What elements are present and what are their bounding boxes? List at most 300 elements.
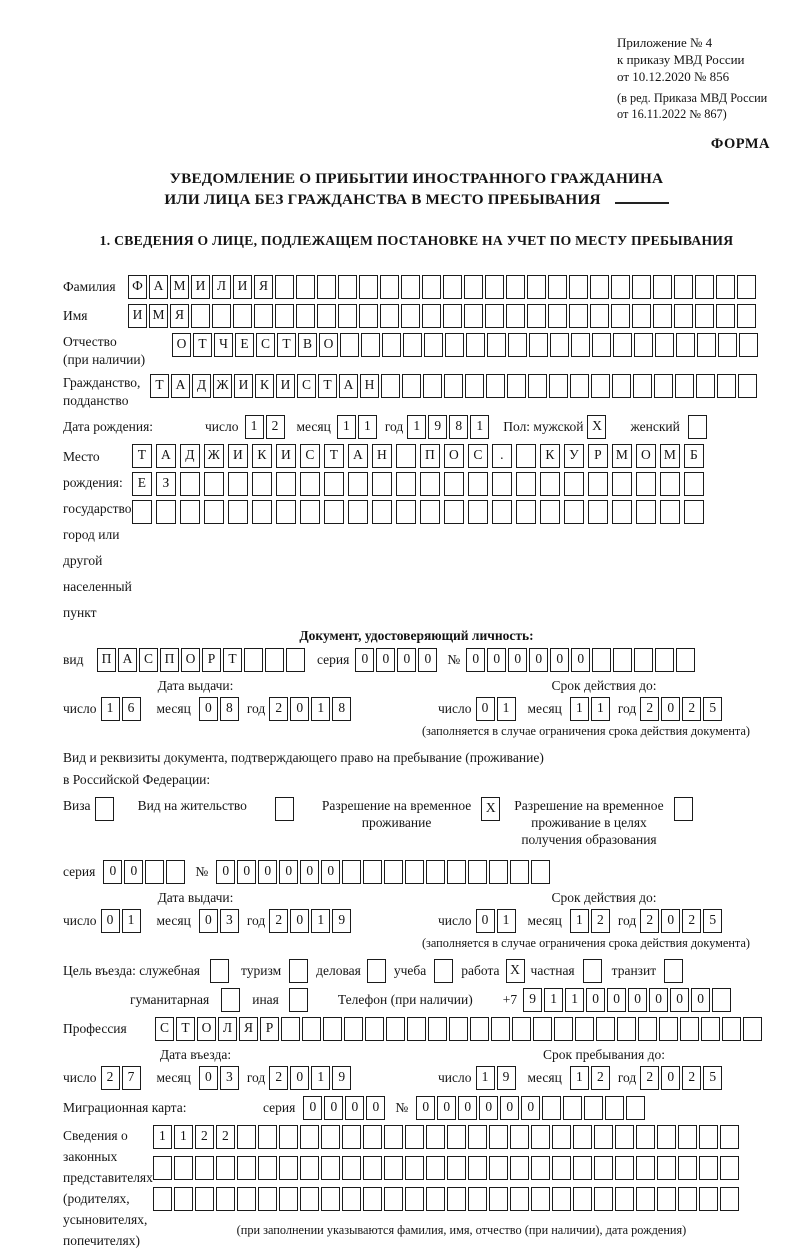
char-box[interactable] (447, 860, 466, 884)
char-box[interactable]: 1 (358, 415, 377, 439)
char-box[interactable] (516, 472, 536, 496)
char-box[interactable] (470, 1017, 489, 1041)
char-box[interactable]: 0 (216, 860, 235, 884)
char-box[interactable] (252, 500, 272, 524)
char-box[interactable]: 5 (703, 909, 722, 933)
char-box[interactable] (654, 374, 673, 398)
char-box[interactable] (605, 1096, 624, 1120)
char-box[interactable] (359, 304, 378, 328)
char-box[interactable] (657, 1156, 676, 1180)
char-box[interactable] (636, 1125, 655, 1149)
char-box[interactable] (191, 304, 210, 328)
char-box[interactable] (423, 374, 442, 398)
char-box[interactable]: Е (132, 472, 152, 496)
char-box[interactable]: 0 (321, 860, 340, 884)
char-box[interactable]: 9 (332, 1066, 351, 1090)
char-box[interactable] (680, 1017, 699, 1041)
char-box[interactable] (426, 860, 445, 884)
char-box[interactable] (696, 374, 715, 398)
char-box[interactable]: 0 (670, 988, 689, 1012)
sex-male-checkbox[interactable]: X (587, 415, 606, 439)
purpose-business-checkbox[interactable] (367, 959, 386, 983)
char-box[interactable] (612, 374, 631, 398)
char-box[interactable] (372, 500, 392, 524)
char-box[interactable] (321, 1187, 340, 1211)
char-box[interactable]: 1 (337, 415, 356, 439)
char-box[interactable] (531, 1187, 550, 1211)
char-box[interactable]: 0 (550, 648, 569, 672)
char-box[interactable] (486, 374, 505, 398)
char-box[interactable]: Т (324, 444, 344, 468)
char-box[interactable] (569, 304, 588, 328)
char-box[interactable] (634, 648, 653, 672)
purpose-official-checkbox[interactable] (210, 959, 229, 983)
char-box[interactable] (254, 304, 273, 328)
char-box[interactable]: 1 (311, 697, 330, 721)
char-box[interactable]: 0 (571, 648, 590, 672)
char-box[interactable] (384, 1125, 403, 1149)
char-box[interactable] (718, 333, 737, 357)
char-box[interactable]: 2 (269, 697, 288, 721)
char-box[interactable] (548, 275, 567, 299)
char-box[interactable] (340, 333, 359, 357)
char-box[interactable] (613, 648, 632, 672)
char-box[interactable]: 2 (640, 1066, 659, 1090)
char-box[interactable] (300, 500, 320, 524)
char-box[interactable] (506, 275, 525, 299)
char-box[interactable]: 0 (101, 909, 120, 933)
char-box[interactable]: С (300, 444, 320, 468)
char-box[interactable] (443, 304, 462, 328)
char-box[interactable]: 6 (122, 697, 141, 721)
char-box[interactable] (653, 275, 672, 299)
char-box[interactable] (420, 472, 440, 496)
char-box[interactable]: 1 (570, 1066, 589, 1090)
char-box[interactable]: 1 (470, 415, 489, 439)
char-box[interactable] (363, 860, 382, 884)
char-box[interactable]: И (234, 374, 253, 398)
char-box[interactable] (636, 472, 656, 496)
char-box[interactable] (737, 275, 756, 299)
char-box[interactable] (636, 500, 656, 524)
char-box[interactable] (510, 1187, 529, 1211)
char-box[interactable] (403, 333, 422, 357)
char-box[interactable]: 0 (290, 1066, 309, 1090)
char-box[interactable]: П (97, 648, 116, 672)
char-box[interactable] (275, 275, 294, 299)
char-box[interactable] (300, 1125, 319, 1149)
char-box[interactable]: 0 (661, 697, 680, 721)
char-box[interactable] (174, 1156, 193, 1180)
char-box[interactable] (596, 1017, 615, 1041)
char-box[interactable] (594, 1125, 613, 1149)
char-box[interactable]: 9 (332, 909, 351, 933)
char-box[interactable]: С (256, 333, 275, 357)
char-box[interactable] (449, 1017, 468, 1041)
char-box[interactable]: 9 (428, 415, 447, 439)
char-box[interactable] (279, 1125, 298, 1149)
char-box[interactable]: А (348, 444, 368, 468)
char-box[interactable] (636, 1187, 655, 1211)
char-box[interactable] (695, 275, 714, 299)
char-box[interactable] (258, 1125, 277, 1149)
char-box[interactable] (464, 275, 483, 299)
char-box[interactable] (323, 1017, 342, 1041)
char-box[interactable]: Е (235, 333, 254, 357)
char-box[interactable] (300, 472, 320, 496)
char-box[interactable] (445, 333, 464, 357)
purpose-transit-checkbox[interactable] (664, 959, 683, 983)
char-box[interactable]: 1 (544, 988, 563, 1012)
char-box[interactable]: 2 (591, 1066, 610, 1090)
char-box[interactable] (276, 500, 296, 524)
char-box[interactable] (591, 374, 610, 398)
purpose-tourism-checkbox[interactable] (289, 959, 308, 983)
char-box[interactable]: 2 (682, 1066, 701, 1090)
char-box[interactable] (554, 1017, 573, 1041)
char-box[interactable]: Т (318, 374, 337, 398)
char-box[interactable] (506, 304, 525, 328)
char-box[interactable]: 0 (661, 909, 680, 933)
char-box[interactable]: 2 (101, 1066, 120, 1090)
char-box[interactable] (156, 500, 176, 524)
char-box[interactable]: И (276, 444, 296, 468)
char-box[interactable]: 1 (407, 415, 426, 439)
char-box[interactable] (491, 1017, 510, 1041)
char-box[interactable]: О (319, 333, 338, 357)
char-box[interactable] (632, 304, 651, 328)
char-box[interactable]: О (197, 1017, 216, 1041)
char-box[interactable] (720, 1187, 739, 1211)
char-box[interactable] (542, 1096, 561, 1120)
char-box[interactable] (678, 1156, 697, 1180)
char-box[interactable] (528, 374, 547, 398)
char-box[interactable] (382, 333, 401, 357)
char-box[interactable] (617, 1017, 636, 1041)
char-box[interactable] (212, 304, 231, 328)
char-box[interactable] (396, 444, 416, 468)
char-box[interactable] (592, 648, 611, 672)
char-box[interactable]: А (149, 275, 168, 299)
char-box[interactable]: 0 (324, 1096, 343, 1120)
char-box[interactable] (405, 860, 424, 884)
char-box[interactable] (444, 374, 463, 398)
char-box[interactable]: 0 (300, 860, 319, 884)
char-box[interactable]: С (468, 444, 488, 468)
char-box[interactable]: М (612, 444, 632, 468)
char-box[interactable] (420, 500, 440, 524)
char-box[interactable] (342, 1125, 361, 1149)
char-box[interactable] (516, 444, 536, 468)
char-box[interactable] (548, 304, 567, 328)
char-box[interactable] (216, 1156, 235, 1180)
temp-residence-checkbox[interactable]: X (481, 797, 500, 821)
char-box[interactable] (237, 1156, 256, 1180)
char-box[interactable] (634, 333, 653, 357)
char-box[interactable] (276, 472, 296, 496)
char-box[interactable] (678, 1125, 697, 1149)
char-box[interactable] (492, 472, 512, 496)
char-box[interactable] (722, 1017, 741, 1041)
char-box[interactable] (281, 1017, 300, 1041)
char-box[interactable] (468, 1125, 487, 1149)
char-box[interactable]: 0 (355, 648, 374, 672)
char-box[interactable] (296, 304, 315, 328)
char-box[interactable]: Ж (204, 444, 224, 468)
char-box[interactable] (570, 374, 589, 398)
char-box[interactable] (743, 1017, 762, 1041)
char-box[interactable]: 1 (497, 697, 516, 721)
char-box[interactable]: 0 (279, 860, 298, 884)
char-box[interactable]: 0 (397, 648, 416, 672)
char-box[interactable]: 1 (570, 909, 589, 933)
char-box[interactable]: Т (132, 444, 152, 468)
char-box[interactable] (590, 275, 609, 299)
char-box[interactable] (405, 1125, 424, 1149)
char-box[interactable] (428, 1017, 447, 1041)
purpose-study-checkbox[interactable] (434, 959, 453, 983)
char-box[interactable] (468, 500, 488, 524)
char-box[interactable]: А (156, 444, 176, 468)
char-box[interactable]: . (492, 444, 512, 468)
char-box[interactable] (426, 1156, 445, 1180)
char-box[interactable] (674, 275, 693, 299)
char-box[interactable]: 0 (416, 1096, 435, 1120)
char-box[interactable] (527, 304, 546, 328)
char-box[interactable]: 1 (122, 909, 141, 933)
char-box[interactable] (174, 1187, 193, 1211)
char-box[interactable] (465, 374, 484, 398)
char-box[interactable] (468, 472, 488, 496)
char-box[interactable] (384, 860, 403, 884)
char-box[interactable]: 2 (640, 697, 659, 721)
char-box[interactable]: 0 (476, 909, 495, 933)
char-box[interactable] (529, 333, 548, 357)
char-box[interactable] (279, 1156, 298, 1180)
char-box[interactable] (701, 1017, 720, 1041)
char-box[interactable] (324, 472, 344, 496)
char-box[interactable]: 0 (476, 697, 495, 721)
char-box[interactable] (468, 1187, 487, 1211)
char-box[interactable]: 1 (591, 697, 610, 721)
char-box[interactable] (275, 304, 294, 328)
char-box[interactable]: Т (223, 648, 242, 672)
char-box[interactable] (720, 1156, 739, 1180)
char-box[interactable] (588, 472, 608, 496)
char-box[interactable] (632, 275, 651, 299)
char-box[interactable] (552, 1156, 571, 1180)
char-box[interactable] (508, 333, 527, 357)
char-box[interactable] (615, 1187, 634, 1211)
char-box[interactable] (166, 860, 185, 884)
char-box[interactable] (510, 860, 529, 884)
char-box[interactable] (612, 500, 632, 524)
char-box[interactable] (344, 1017, 363, 1041)
char-box[interactable]: Ж (213, 374, 232, 398)
purpose-private-checkbox[interactable] (583, 959, 602, 983)
char-box[interactable] (466, 333, 485, 357)
char-box[interactable]: И (233, 275, 252, 299)
char-box[interactable] (228, 500, 248, 524)
char-box[interactable] (258, 1187, 277, 1211)
char-box[interactable]: 3 (220, 1066, 239, 1090)
char-box[interactable] (372, 472, 392, 496)
char-box[interactable]: 0 (290, 697, 309, 721)
char-box[interactable] (380, 275, 399, 299)
char-box[interactable]: 2 (269, 909, 288, 933)
char-box[interactable] (569, 275, 588, 299)
char-box[interactable] (660, 500, 680, 524)
char-box[interactable]: М (660, 444, 680, 468)
char-box[interactable] (252, 472, 272, 496)
char-box[interactable] (363, 1125, 382, 1149)
char-box[interactable] (195, 1187, 214, 1211)
char-box[interactable]: 2 (269, 1066, 288, 1090)
char-box[interactable]: 0 (199, 697, 218, 721)
char-box[interactable] (443, 275, 462, 299)
char-box[interactable] (424, 333, 443, 357)
char-box[interactable]: Ф (128, 275, 147, 299)
char-box[interactable]: 1 (245, 415, 264, 439)
char-box[interactable] (563, 1096, 582, 1120)
char-box[interactable] (507, 374, 526, 398)
char-box[interactable] (380, 304, 399, 328)
char-box[interactable]: 1 (497, 909, 516, 933)
char-box[interactable]: 2 (216, 1125, 235, 1149)
char-box[interactable] (317, 304, 336, 328)
char-box[interactable] (447, 1156, 466, 1180)
char-box[interactable] (510, 1156, 529, 1180)
char-box[interactable] (638, 1017, 657, 1041)
char-box[interactable] (302, 1017, 321, 1041)
char-box[interactable] (592, 333, 611, 357)
char-box[interactable]: 0 (500, 1096, 519, 1120)
char-box[interactable] (300, 1187, 319, 1211)
char-box[interactable]: С (155, 1017, 174, 1041)
char-box[interactable]: К (255, 374, 274, 398)
char-box[interactable] (286, 648, 305, 672)
char-box[interactable] (594, 1187, 613, 1211)
char-box[interactable]: О (172, 333, 191, 357)
char-box[interactable]: Я (170, 304, 189, 328)
char-box[interactable] (674, 304, 693, 328)
char-box[interactable]: 0 (508, 648, 527, 672)
char-box[interactable]: Я (239, 1017, 258, 1041)
char-box[interactable] (338, 275, 357, 299)
char-box[interactable]: Ч (214, 333, 233, 357)
char-box[interactable]: А (171, 374, 190, 398)
char-box[interactable] (697, 333, 716, 357)
char-box[interactable]: 0 (487, 648, 506, 672)
char-box[interactable]: А (118, 648, 137, 672)
char-box[interactable]: 0 (661, 1066, 680, 1090)
char-box[interactable]: И (276, 374, 295, 398)
char-box[interactable] (464, 304, 483, 328)
char-box[interactable] (365, 1017, 384, 1041)
char-box[interactable]: 1 (153, 1125, 172, 1149)
char-box[interactable] (684, 472, 704, 496)
char-box[interactable] (716, 304, 735, 328)
char-box[interactable]: Д (180, 444, 200, 468)
char-box[interactable]: К (252, 444, 272, 468)
char-box[interactable]: 0 (437, 1096, 456, 1120)
char-box[interactable]: Т (176, 1017, 195, 1041)
char-box[interactable] (487, 333, 506, 357)
char-box[interactable] (676, 648, 695, 672)
char-box[interactable] (426, 1125, 445, 1149)
char-box[interactable] (384, 1187, 403, 1211)
char-box[interactable]: 0 (366, 1096, 385, 1120)
char-box[interactable] (516, 500, 536, 524)
char-box[interactable] (531, 860, 550, 884)
char-box[interactable] (512, 1017, 531, 1041)
char-box[interactable] (402, 374, 421, 398)
char-box[interactable] (550, 333, 569, 357)
char-box[interactable] (422, 275, 441, 299)
char-box[interactable]: Р (588, 444, 608, 468)
char-box[interactable] (407, 1017, 426, 1041)
char-box[interactable] (531, 1156, 550, 1180)
char-box[interactable]: 0 (290, 909, 309, 933)
char-box[interactable]: 2 (195, 1125, 214, 1149)
char-box[interactable] (180, 500, 200, 524)
char-box[interactable]: 0 (529, 648, 548, 672)
char-box[interactable] (489, 1187, 508, 1211)
char-box[interactable] (396, 472, 416, 496)
char-box[interactable] (660, 472, 680, 496)
char-box[interactable] (386, 1017, 405, 1041)
char-box[interactable]: И (191, 275, 210, 299)
char-box[interactable] (611, 275, 630, 299)
char-box[interactable]: 0 (199, 909, 218, 933)
char-box[interactable] (590, 304, 609, 328)
char-box[interactable]: 5 (703, 697, 722, 721)
char-box[interactable] (594, 1156, 613, 1180)
char-box[interactable]: 2 (682, 697, 701, 721)
char-box[interactable] (612, 472, 632, 496)
char-box[interactable] (363, 1187, 382, 1211)
char-box[interactable] (324, 500, 344, 524)
char-box[interactable]: 2 (591, 909, 610, 933)
char-box[interactable] (321, 1156, 340, 1180)
char-box[interactable] (384, 1156, 403, 1180)
sex-female-checkbox[interactable] (688, 415, 707, 439)
char-box[interactable] (611, 304, 630, 328)
char-box[interactable]: Т (277, 333, 296, 357)
char-box[interactable]: И (228, 444, 248, 468)
char-box[interactable] (153, 1187, 172, 1211)
char-box[interactable] (655, 648, 674, 672)
char-box[interactable] (489, 860, 508, 884)
char-box[interactable] (573, 1125, 592, 1149)
char-box[interactable] (405, 1187, 424, 1211)
char-box[interactable] (575, 1017, 594, 1041)
char-box[interactable] (716, 275, 735, 299)
char-box[interactable]: А (339, 374, 358, 398)
char-box[interactable] (258, 1156, 277, 1180)
char-box[interactable]: 1 (311, 1066, 330, 1090)
char-box[interactable] (468, 860, 487, 884)
char-box[interactable] (659, 1017, 678, 1041)
char-box[interactable] (626, 1096, 645, 1120)
char-box[interactable]: 9 (497, 1066, 516, 1090)
char-box[interactable] (655, 333, 674, 357)
char-box[interactable] (444, 472, 464, 496)
char-box[interactable]: 0 (586, 988, 605, 1012)
char-box[interactable] (468, 1156, 487, 1180)
char-box[interactable] (564, 500, 584, 524)
char-box[interactable]: З (156, 472, 176, 496)
